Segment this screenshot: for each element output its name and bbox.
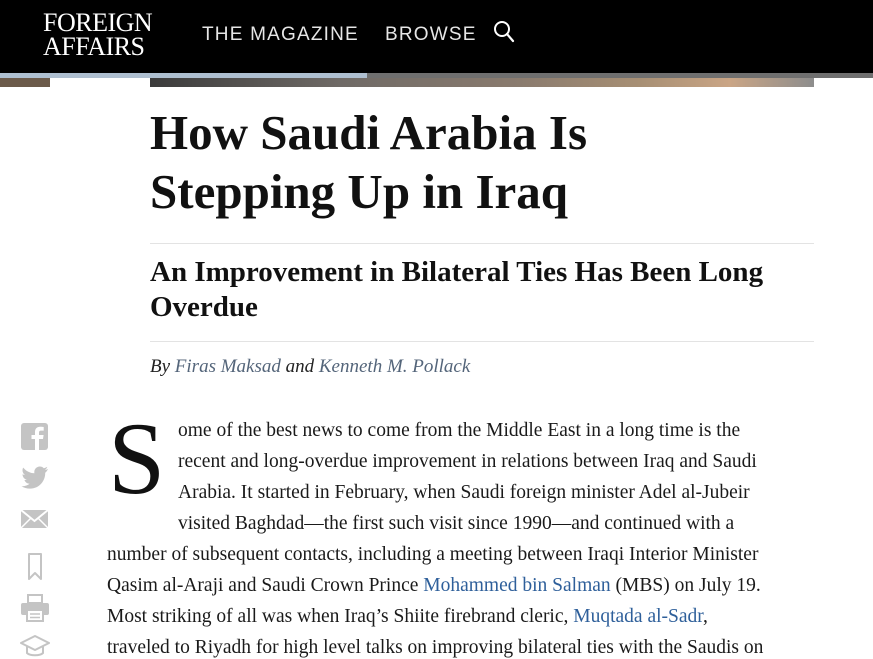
- headline-line-2: Stepping Up in Iraq: [150, 164, 569, 219]
- foreign-affairs-logo[interactable]: [43, 8, 153, 61]
- muqtada-al-sadr-link[interactable]: Muqtada al-Sadr: [573, 606, 703, 627]
- author-link-kenneth-pollack[interactable]: Kenneth M. Pollack: [318, 356, 471, 377]
- top-navigation-bar: [0, 0, 873, 73]
- body-text: (MBS) on July 19.: [610, 575, 761, 596]
- article-body-line: ome of the best news to come from the Middle East in a long time is the: [178, 420, 741, 441]
- article-body-line: Arabia. It started in February, when Saudi foreign minister Adel al-Jubeir: [178, 482, 750, 503]
- email-icon[interactable]: [20, 506, 50, 536]
- article-byline: [150, 356, 470, 378]
- subheadline-line-2: Overdue: [150, 291, 258, 323]
- nav-browse-link[interactable]: BROWSE: [385, 24, 477, 45]
- byline-and: and: [285, 356, 315, 377]
- article-body-line: traveled to Riyadh for high level talks on improving bilateral ties with the Saudis on: [107, 637, 764, 658]
- article-headline: [150, 103, 790, 221]
- search-icon[interactable]: [492, 20, 516, 44]
- mohammed-bin-salman-link[interactable]: Mohammed bin Salman: [423, 575, 611, 596]
- header-divider-top: [150, 243, 814, 244]
- hero-image-edge: [0, 78, 873, 87]
- education-icon[interactable]: [20, 634, 50, 659]
- article-body-line: [107, 570, 761, 601]
- article-body-line: [107, 601, 708, 632]
- nav-the-magazine-link[interactable]: THE MAGAZINE: [202, 24, 359, 45]
- drop-cap: S: [108, 402, 166, 516]
- article-body-line: recent and long-overdue improvement in relations between Iraq and Saudi: [178, 451, 757, 472]
- print-icon[interactable]: [20, 593, 50, 623]
- facebook-icon[interactable]: [20, 422, 50, 452]
- header-divider-bottom: [150, 341, 814, 342]
- article-body-line: number of subsequent contacts, including a meeting between Iraqi Interior Minister: [107, 544, 759, 565]
- article-subheadline: [150, 255, 790, 325]
- twitter-icon[interactable]: [20, 462, 50, 492]
- article-body-line: visited Baghdad—the first such visit since 1990—and continued with a: [178, 513, 735, 534]
- subheadline-line-1: An Improvement in Bilateral Ties Has Been Long: [150, 256, 764, 288]
- logo-line-2: AFFAIRS: [43, 32, 145, 61]
- logo-line-1: FOREIGN: [43, 8, 153, 37]
- body-text: Qasim al-Araji and Saudi Crown Prince: [107, 575, 424, 596]
- body-text: ,: [703, 606, 708, 627]
- author-link-firas-maksad[interactable]: Firas Maksad: [174, 356, 281, 377]
- byline-prefix: By: [150, 356, 171, 377]
- body-text: Most striking of all was when Iraq’s Shiite firebrand cleric,: [107, 606, 574, 627]
- bookmark-icon[interactable]: [20, 552, 50, 582]
- headline-line-1: How Saudi Arabia Is: [150, 105, 588, 160]
